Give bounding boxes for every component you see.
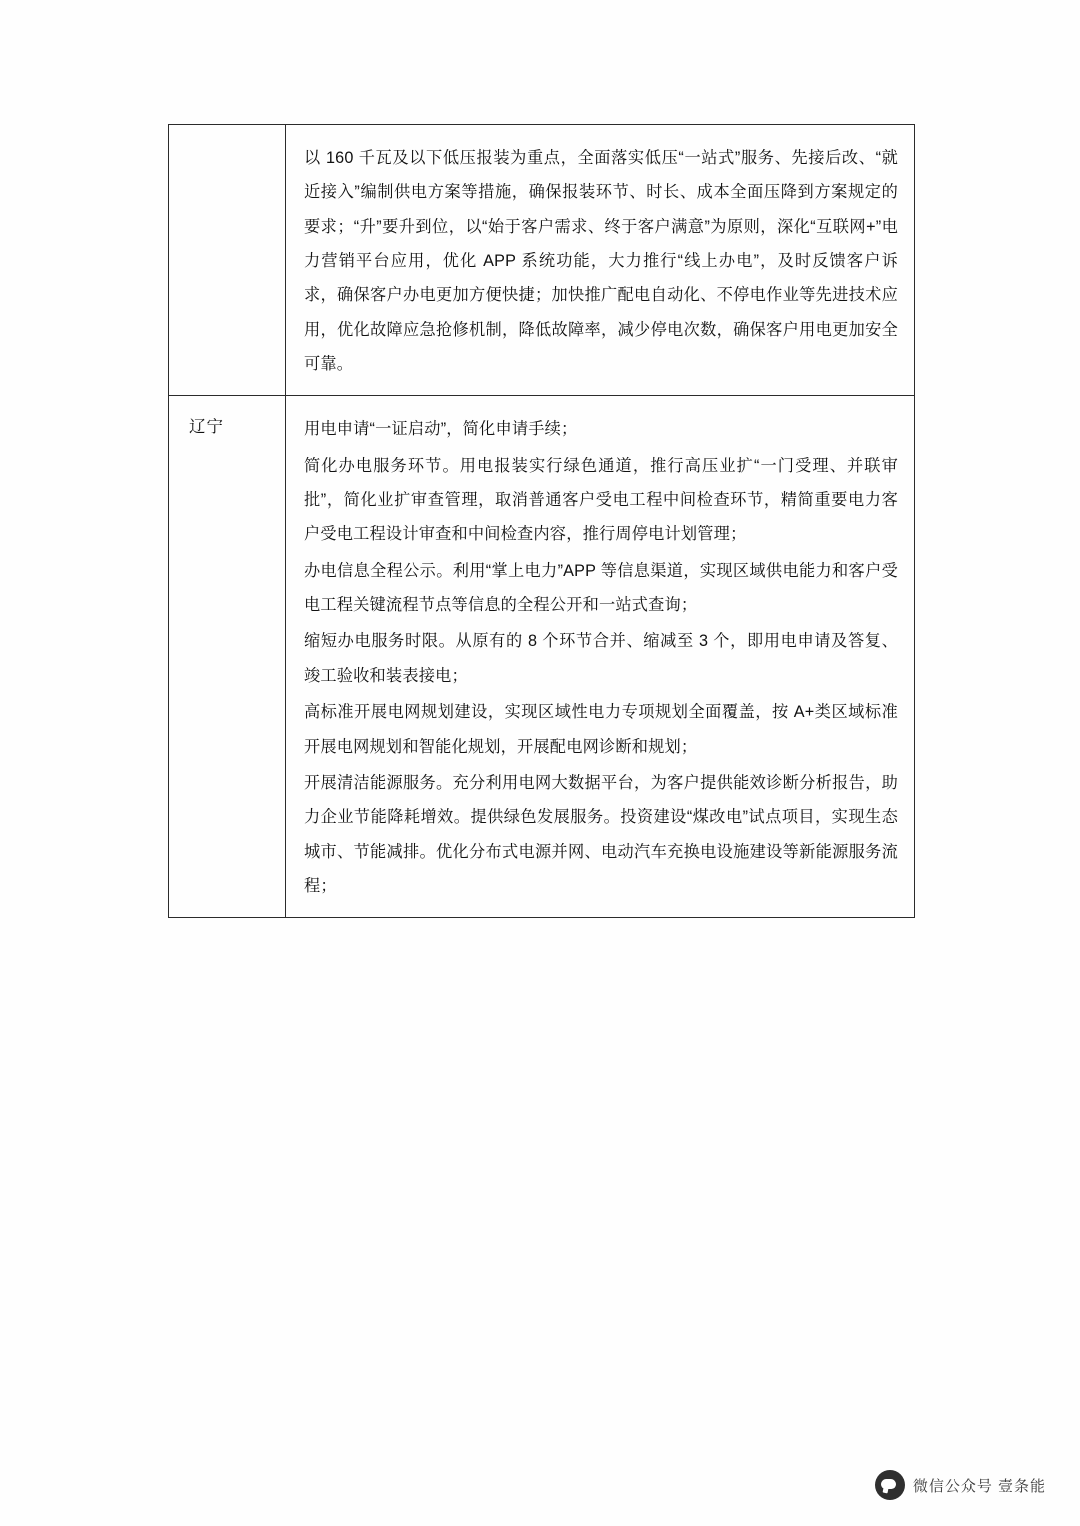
region-label: 辽宁 xyxy=(189,418,224,437)
content-paragraph: 办电信息全程公示。利用“掌上电力”APP 等信息渠道，实现区域供电能力和客户受电工程关键流程节点等信息的全程公开和一站式查询； xyxy=(304,561,898,615)
policy-table xyxy=(168,124,915,918)
table-cell-content xyxy=(286,396,915,918)
brand-name: 微信公众号 壹条能 xyxy=(912,1477,1046,1495)
content-paragraph: 以 160 千瓦及以下低压报装为重点，全面落实低压“一站式”服务、先接后改、“就近接入”编制供电方案等措施，确保报装环节、时长、成本全面压降到方案规定的要求；“升”要升到位，以“始于客户需求、终于客户满意”为原则，深化“互联网+”电力营销平台应用，优化 APP 系统功能，大力推行“线上办电”，及时反馈客户诉求，确保客户办电更加方便快捷；加快推广配电自动化、不停电作业等先进技术应用，优化故障应急抢修机制，降低故障率，减少停电次数，确保客户用电更加安全可靠。 xyxy=(304,149,898,374)
content-paragraph: 用电申请“一证启动”，简化申请手续； xyxy=(304,420,578,439)
table-row xyxy=(169,396,915,918)
footer-brand xyxy=(875,1470,1046,1500)
wechat-logo-icon xyxy=(875,1470,905,1500)
content-paragraph: 高标准开展电网规划建设，实现区域性电力专项规划全面覆盖，按 A+类区域标准开展电网规划和智能化规划，开展配电网诊断和规划； xyxy=(304,703,898,756)
table-cell-region xyxy=(169,125,286,396)
table-cell-region xyxy=(169,396,286,918)
region-label xyxy=(169,125,285,143)
table-cell-content xyxy=(286,125,915,396)
content-paragraph: 简化办电服务环节。用电报装实行绿色通道，推行高压业扩“一门受理、并联审批”，简化业扩审查管理，取消普通客户受电工程中间检查环节，精简重要电力客户受电工程设计审查和中间检查内容，推行周停电计划管理； xyxy=(304,456,898,544)
content-paragraph: 开展清洁能源服务。充分利用电网大数据平台，为客户提供能效诊断分析报告，助力企业节能降耗增效。提供绿色发展服务。投资建设“煤改电”试点项目，实现生态城市、节能减排。优化分布式电源并网、电动汽车充换电设施建设等新能源服务流程； xyxy=(304,773,898,895)
content-paragraph: 缩短办电服务时限。从原有的 8 个环节合并、缩减至 3 个，即用电申请及答复、竣工验收和装表接电； xyxy=(304,632,898,685)
table-row xyxy=(169,125,915,396)
